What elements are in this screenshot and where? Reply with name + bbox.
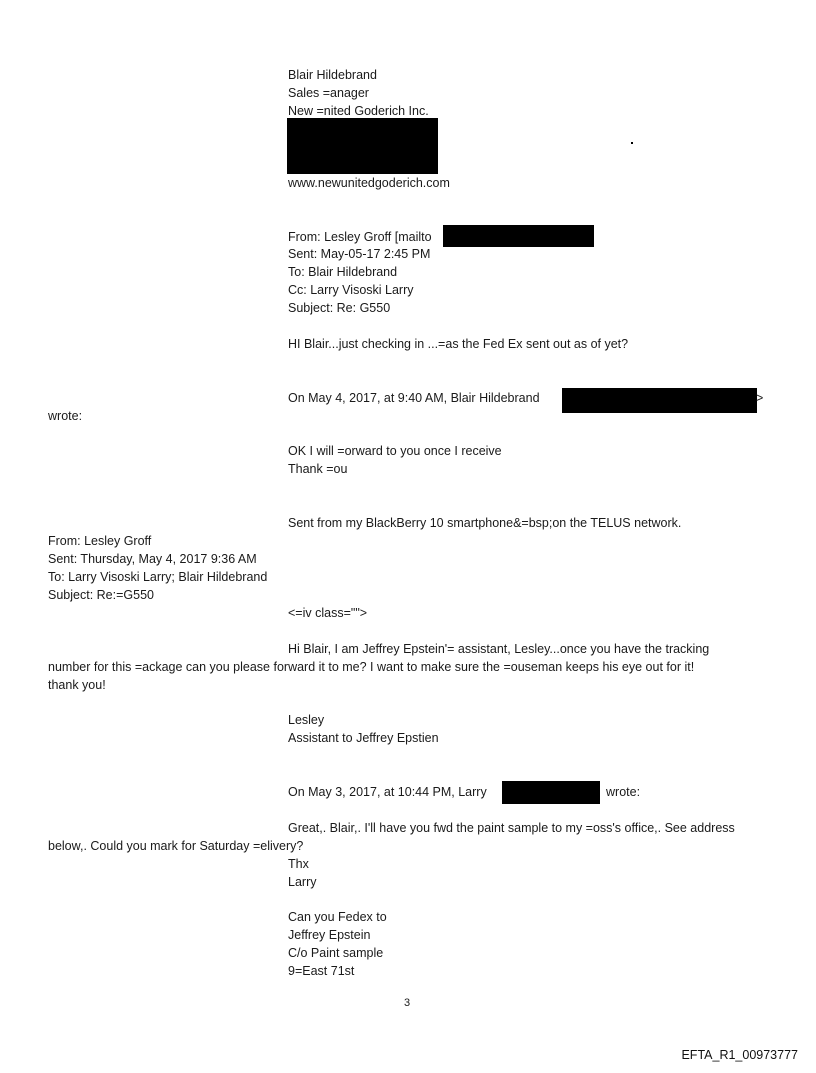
page-number: 3 (404, 997, 411, 1009)
address-line-1: Can you Fedex to (288, 910, 387, 924)
signature-name: Blair Hildebrand (288, 68, 377, 82)
reply-line-2: Thank =ou (288, 462, 348, 476)
stray-dot (631, 142, 633, 144)
email-body-3-thx: Thx (288, 857, 309, 871)
email-body-2-line-3: thank you! (48, 678, 106, 692)
quote-intro-1: On May 4, 2017, at 9:40 AM, Blair Hildebrand (288, 391, 540, 405)
email-to-line: To: Blair Hildebrand (288, 265, 398, 279)
address-line-3: C/o Paint sample (288, 946, 384, 960)
redaction-larry-email (502, 781, 600, 804)
email-sent-line: Sent: May-05-17 2:45 PM (288, 247, 431, 261)
email-from-line: From: Lesley Groff [mailto (288, 230, 432, 244)
document-id: EFTA_R1_00973777 (681, 1048, 798, 1062)
email-body-2-line-2: number for this =ackage can you please forward it to me? I want to make sure the =ouseman keeps his eye out for it! (48, 660, 695, 674)
quote-intro-2: On May 3, 2017, at 10:44 PM, Larry (288, 785, 487, 799)
address-line-4: 9=East 71st (288, 964, 355, 978)
signature-lesley-name: Lesley (288, 713, 325, 727)
reply-line-1: OK I will =orward to you once I receive (288, 444, 502, 458)
div-artifact: <=iv class=""> (288, 606, 368, 620)
signature-website: www.newunitedgoderich.com (288, 176, 450, 190)
redaction-sender-email (562, 388, 757, 413)
redaction-block (287, 118, 438, 174)
email-to-line-2: To: Larry Visoski Larry; Blair Hildebrand (48, 570, 268, 584)
address-line-2: Jeffrey Epstein (288, 928, 371, 942)
quote-wrote-2: wrote: (606, 785, 641, 799)
email-from-line-2: From: Lesley Groff (48, 534, 152, 548)
email-sent-line-2: Sent: Thursday, May 4, 2017 9:36 AM (48, 552, 257, 566)
quote-wrote-1: wrote: (48, 409, 83, 423)
signature-company: New =nited Goderich Inc. (288, 104, 429, 118)
quote-gt: > (756, 391, 764, 405)
email-cc-line: Cc: Larry Visoski Larry (288, 283, 414, 297)
email-body-3-line-1: Great,. Blair,. I'll have you fwd the paint sample to my =oss's office,. See address (288, 821, 735, 835)
email-subject-line-2: Subject: Re:=G550 (48, 588, 154, 602)
signature-lesley-title: Assistant to Jeffrey Epstien (288, 731, 439, 745)
email-body-3-name: Larry (288, 875, 317, 889)
email-body-1: HI Blair...just checking in ...=as the Fed Ex sent out as of yet? (288, 337, 629, 351)
redaction-email-address (443, 225, 594, 247)
email-body-2-line-1: Hi Blair, I am Jeffrey Epstein'= assistant, Lesley...once you have the tracking (288, 642, 710, 656)
email-body-3-line-2: below,. Could you mark for Saturday =elivery? (48, 839, 304, 853)
email-subject-line: Subject: Re: G550 (288, 301, 391, 315)
sent-from-line: Sent from my BlackBerry 10 smartphone&=bsp;on the TELUS network. (288, 516, 682, 530)
signature-title: Sales =anager (288, 86, 369, 100)
